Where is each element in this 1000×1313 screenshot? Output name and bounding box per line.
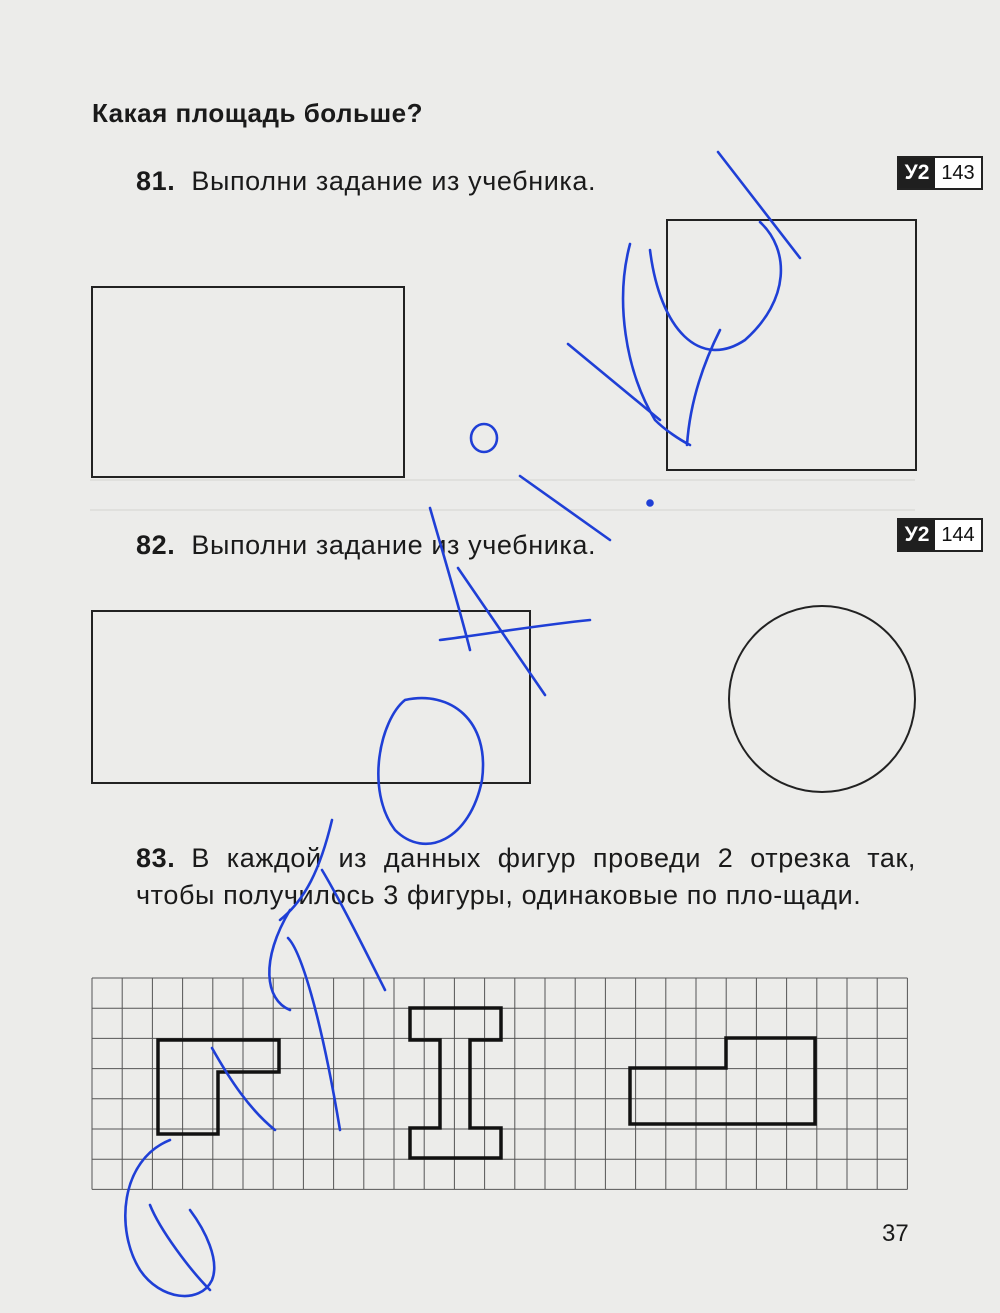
scribble-mark (378, 698, 483, 844)
page-number: 37 (882, 1220, 909, 1247)
scribble-mark (520, 476, 610, 540)
scribble-mark (650, 222, 781, 350)
scribble-mark (150, 1205, 210, 1290)
task-text: Выполни задание из учебника. (191, 166, 597, 196)
task-text: В каждой из данных фигур проведи 2 отрезка так, чтобы получилось 3 фигуры, одинаковые по пло-щади. (136, 843, 916, 910)
badge-page: 144 (935, 520, 981, 550)
badge-page: 143 (935, 158, 981, 188)
scribble-mark (648, 501, 653, 506)
scribble-mark (280, 820, 332, 920)
badge-label: У2 (899, 520, 935, 550)
scribble-mark (623, 244, 690, 445)
page-heading: Какая площадь больше? (92, 98, 424, 128)
scribble-mark (568, 344, 660, 420)
task-number: 81. (136, 166, 176, 196)
scribble-mark (288, 938, 340, 1130)
scribble-mark (322, 870, 385, 990)
scribble-mark (212, 1048, 275, 1130)
scribble-mark (471, 424, 497, 452)
task-number: 83. (136, 843, 176, 873)
task-number: 82. (136, 530, 176, 560)
scribble-mark (718, 152, 800, 258)
badge-label: У2 (899, 158, 935, 188)
scribble-mark (269, 910, 290, 1010)
scribble-mark (125, 1140, 214, 1296)
task-text: Выполни задание из учебника. (191, 530, 597, 560)
